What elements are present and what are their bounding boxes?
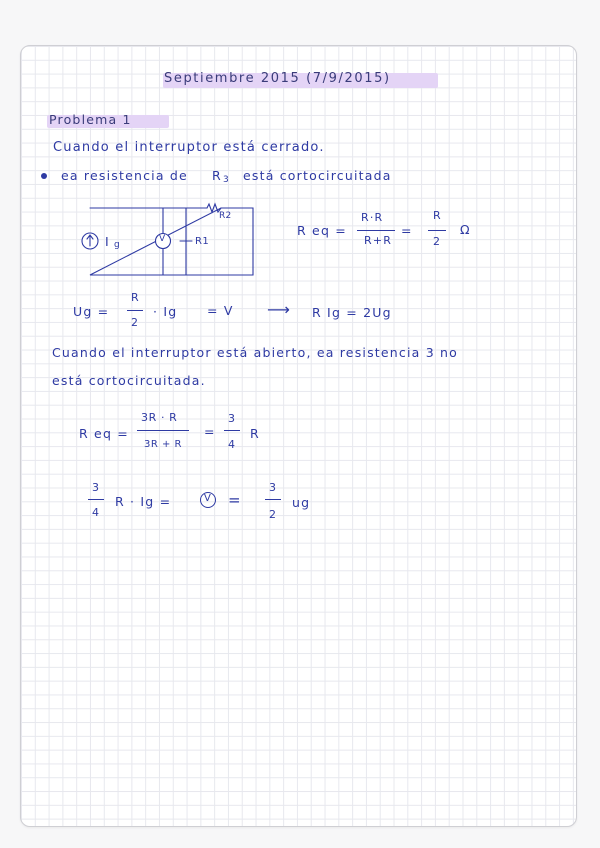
eq1-fraction-bar-2 [428,230,446,231]
eq4-fraction-bar [88,499,104,500]
r3-subscript: 3 [223,175,230,185]
r1-label: R1 [195,236,210,247]
eq1-numerator-2: R [433,209,442,222]
eq4-numerator: 3 [92,481,101,494]
eq4-fraction-bar-2 [265,499,281,500]
eq3-lhs: R eq = [79,426,129,441]
eq1-unit: Ω [460,222,471,237]
eq4-denominator: 4 [92,506,101,519]
eq2-fraction-bar [127,310,143,311]
eq2-middle: · Ig [153,304,178,319]
eq4-denominator-2: 2 [269,508,278,521]
eq3-equals: = [204,424,216,439]
source-label: I [105,234,110,249]
source-subscript: g [114,240,121,250]
r2-label: R2 [219,211,232,221]
bullet-text-end: está cortocircuitada [243,168,392,183]
problem-label: Problema 1 [49,112,132,127]
eq4-middle: R · Ig = [115,494,172,509]
eq3-fraction-bar [137,430,189,431]
notebook-page [20,45,577,827]
eq3-denominator-2: 4 [228,438,237,451]
implies-arrow: ⟶ [267,300,292,319]
circled-v-label: V [204,493,211,504]
eq1-fraction-bar [357,230,395,231]
open-switch-text-1: Cuando el interruptor está abierto, ea resistencia 3 no [52,345,458,360]
eq4-rhs: ug [292,495,311,510]
eq3-denominator: 3R + R [144,439,182,450]
eq1-lhs: R eq = [297,223,347,238]
eq1-numerator: R·R [361,211,384,224]
eq3-fraction-bar-2 [224,430,240,431]
eq2-equals-v: = V [207,303,234,318]
eq1-equals: = [401,223,413,238]
eq2-lhs: Ug = [73,304,110,319]
voltmeter-label: V [159,234,166,244]
eq3-rhs: R [250,426,260,441]
eq1-denominator: R+R [364,234,393,247]
eq2-denominator: 2 [131,316,140,329]
eq2-rhs: R Ig = 2Ug [312,305,392,320]
eq3-numerator: 3R · R [141,411,178,424]
open-switch-text-2: está cortocircuitada. [52,373,206,388]
page-title: Septiembre 2015 (7/9/2015) [164,71,391,86]
eq1-denominator-2: 2 [433,235,442,248]
r3-symbol: R [212,168,222,183]
eq2-numerator: R [131,291,140,304]
eq4-numerator-2: 3 [269,481,278,494]
bullet-text: ea resistencia de [61,168,188,183]
eq3-numerator-2: 3 [228,412,237,425]
eq4-equals: = [228,491,242,509]
current-source-icon [82,233,98,249]
closed-switch-text: Cuando el interruptor está cerrado. [53,140,325,155]
